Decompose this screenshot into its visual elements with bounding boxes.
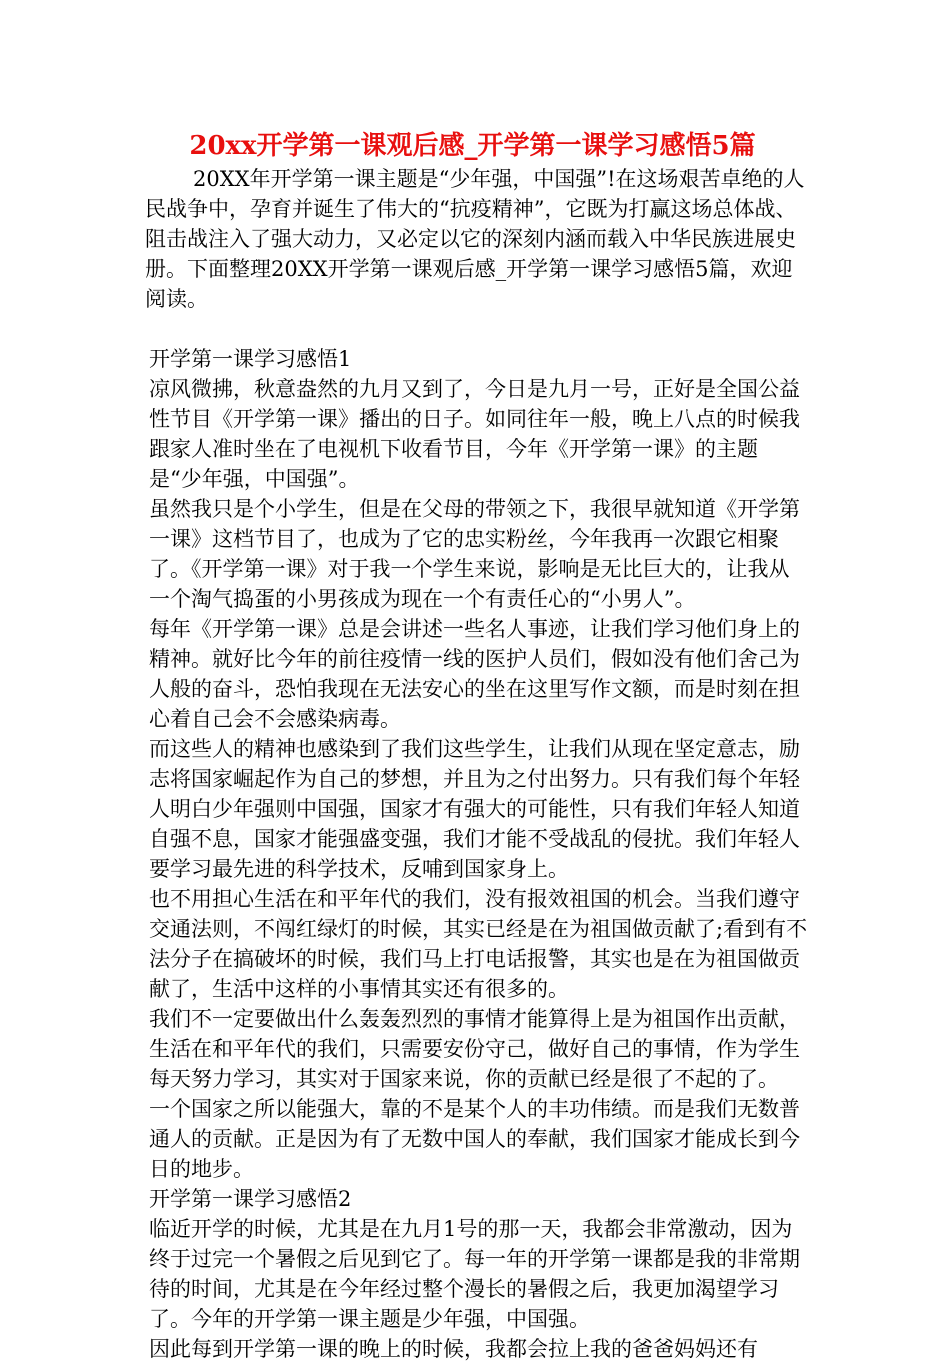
section1-paragraph: 一个国家之所以能强大，靠的不是某个人的丰功伟绩。而是我们无数普通人的贡献。正是因为有了无数中国人的奉献，我们国家才能成长到今日的地步。 <box>149 1097 800 1181</box>
intro-paragraph: 20XX年开学第一课主题是“少年强，中国强”!在这场艰苦卓绝的人民战争中，孕育并诞生了伟大的“抗疫精神”，它既为打赢这场总体战、阻击战注入了强大动力，又必定以它的深刻内涵而载入中华民族进展史册。下面整理20XX开学第一课观后感_开学第一课学习感悟5篇，欢迎阅读。 <box>145 167 805 311</box>
paragraph-gap <box>145 314 810 344</box>
section1-paragraph: 虽然我只是个小学生，但是在父母的带领之下，我很早就知道《开学第一课》这档节目了，也成为了它的忠实粉丝，今年我再一次跟它相聚了。《开学第一课》对于我一个学生来说，影响是无比巨大的，让我从一个淘气捣蛋的小男孩成为现在一个有责任心的“小男人”。 <box>149 497 800 611</box>
section2-paragraph: 临近开学的时候，尤其是在九月1号的那一天，我都会非常激动，因为终于过完一个暑假之后见到它了。每一年的开学第一课都是我的非常期待的时间，尤其是在今年经过整个漫长的暑假之后，我更加渴望学习了。今年的开学第一课主题是少年强，中国强。 <box>149 1217 800 1331</box>
section1-paragraph: 我们不一定要做出什么轰轰烈烈的事情才能算得上是为祖国作出贡献，生活在和平年代的我们，只需要安份守己，做好自己的事情，作为学生每天努力学习，其实对于国家来说，你的贡献已经是很了不起的了。 <box>149 1007 800 1091</box>
section2-paragraph: 因此每到开学第一课的晚上的时候，我都会拉上我的爸爸妈妈还有 <box>149 1337 758 1361</box>
section1-paragraph: 凉风微拂，秋意盎然的九月又到了，今日是九月一号，正好是全国公益性节目《开学第一课》播出的日子。如同往年一般，晚上八点的时候我跟家人准时坐在了电视机下收看节目，今年《开学第一课》的主题是“少年强，中国强”。 <box>149 377 800 491</box>
section1-paragraph: 而这些人的精神也感染到了我们这些学生，让我们从现在坚定意志，励志将国家崛起作为自己的梦想，并且为之付出努力。只有我们每个年轻人明白少年强则中国强，国家才有强大的可能性，只有我们年轻人知道自强不息，国家才能强盛变强，我们才能不受战乱的侵扰。我们年轻人要学习最先进的科学技术，反哺到国家身上。 <box>149 737 800 881</box>
document-page <box>145 128 810 1364</box>
section-heading-2: 开学第一课学习感悟2 <box>149 1187 352 1211</box>
document-title: 20xx开学第一课观后感_开学第一课学习感悟5篇 <box>189 131 756 161</box>
section1-paragraph: 每年《开学第一课》总是会讲述一些名人事迹，让我们学习他们身上的精神。就好比今年的前往疫情一线的医护人员们，假如没有他们舍己为人般的奋斗，恐怕我现在无法安心的坐在这里写作文额，而是时刻在担心着自己会不会感染病毒。 <box>149 617 800 731</box>
section1-paragraph: 也不用担心生活在和平年代的我们，没有报效祖国的机会。当我们遵守交通法则，不闯红绿灯的时候，其实已经是在为祖国做贡献了;看到有不法分子在搞破坏的时候，我们马上打电话报警，其实也是在为祖国做贡献了，生活中这样的小事情其实还有很多的。 <box>149 887 808 1001</box>
section-heading-1: 开学第一课学习感悟1 <box>149 347 352 371</box>
